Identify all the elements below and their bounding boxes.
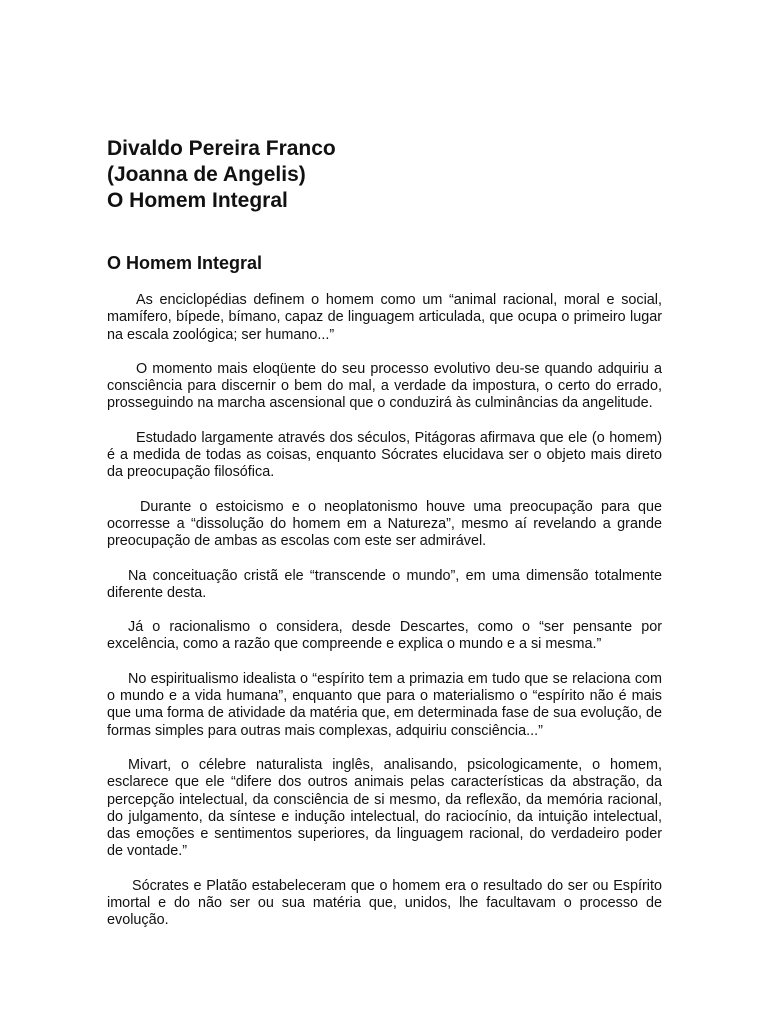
paragraph-consciousness: O momento mais eloqüente do seu processo evolutivo deu-se quando adquiriu a consciência para discernir o bem do mal, a verdade da impostura, o certo do errado, prosseguindo na marcha ascensional que o conduzirá às culminâncias da angelitude. bbox=[107, 360, 662, 412]
paragraph-pythagoras: Estudado largamente através dos séculos, Pitágoras afirmava que ele (o homem) é a medida de todas as coisas, enquanto Sócrates elucidava ser o objeto mais direto da preocupação filosófica. bbox=[107, 429, 662, 481]
paragraph-definition: As enciclopédias definem o homem como um “animal racional, moral e social, mamífero, bípede, bímano, capaz de linguagem articulada, que ocupa o primeiro lugar na escala zoológica; ser humano...” bbox=[107, 292, 662, 343]
paragraph-spiritualism: No espiritualismo idealista o “espírito tem a primazia em tudo que se relaciona com o mundo e a vida humana”, enquanto que para o materialismo o “espírito não é mais que uma forma de atividade da matéria que, em determinada fase de sua evolução, de formas simples para outras mais complexas, adquiriu consciência...” bbox=[107, 670, 662, 739]
document-page bbox=[107, 136, 662, 930]
title-line-spirit-author: (Joanna de Angelis) bbox=[107, 163, 306, 186]
title-line-author: Divaldo Pereira Franco bbox=[107, 137, 336, 160]
paragraph-socrates-plato: Sócrates e Platão estabeleceram que o homem era o resultado do ser ou Espírito imortal e do não ser ou sua matéria que, unidos, lhe facultavam o processo de evolução. bbox=[107, 877, 662, 929]
paragraph-stoicism: Durante o estoicismo e o neoplatonismo houve uma preocupação para que ocorresse a “dissolução do homem em a Natureza”, mesmo aí revelando a grande preocupação de ambas as escolas com este ser admirável. bbox=[107, 498, 662, 550]
paragraph-christian: Na conceituação cristã ele “transcende o mundo”, em uma dimensão totalmente diferente desta. bbox=[107, 567, 662, 601]
document-title bbox=[107, 136, 662, 214]
section-heading: O Homem Integral bbox=[107, 253, 263, 273]
title-line-book: O Homem Integral bbox=[107, 189, 288, 212]
paragraph-mivart: Mivart, o célebre naturalista inglês, analisando, psicologicamente, o homem, esclarece que ele “difere dos outros animais pelas características da abstração, da percepção intelectual, da consciência de si mesmo, da reflexão, da memória racional, do julgamento, da síntese e indução intelectual, do raciocínio, da intuição intelectual, das emoções e sentimentos superiores, da linguagem racional, do verdadeiro poder de vontade.” bbox=[107, 756, 662, 860]
paragraph-rationalism: Já o racionalismo o considera, desde Descartes, como o “ser pensante por excelência, como a razão que compreende e explica o mundo e a si mesma.” bbox=[107, 619, 662, 653]
